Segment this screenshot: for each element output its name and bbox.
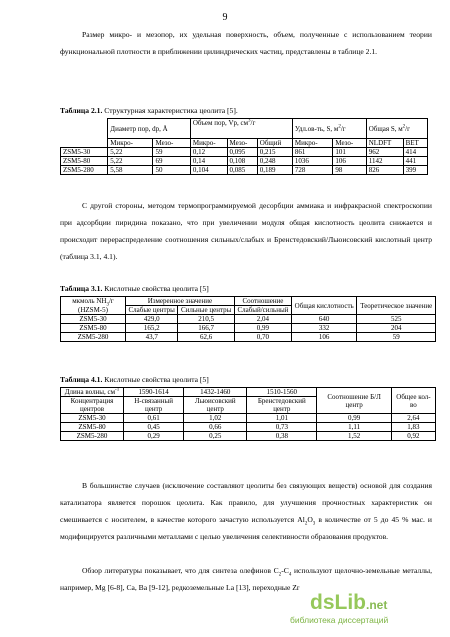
table3-cell: 1,11 xyxy=(317,423,392,432)
table3-cell: ZSM5-30 xyxy=(61,414,124,423)
table1-cell: 101 xyxy=(333,148,366,157)
table1-cell: 414 xyxy=(403,148,427,157)
table1-subheader: Мезо- xyxy=(227,139,257,148)
table2-cell: 43,7 xyxy=(126,333,178,342)
table1-cell: 0,095 xyxy=(227,148,257,157)
table2-cell: 204 xyxy=(357,324,436,333)
table1-cell: 50 xyxy=(153,166,190,175)
table3-header-concentration: Концентрация центров xyxy=(61,397,124,414)
table1-cell: ZSM5-80 xyxy=(61,157,108,166)
table-row xyxy=(61,148,428,157)
table1-subheader: NLDFT xyxy=(366,139,403,148)
table1-empty-cell xyxy=(61,139,108,148)
table1-cell: 5,22 xyxy=(108,157,153,166)
table-acidity xyxy=(60,296,436,342)
table2-caption-text: Кислотные свойства цеолита [5] xyxy=(104,284,209,293)
table1-subheader: BET xyxy=(403,139,427,148)
table3-header-wavelength: Длина волны, $см^{-1}$ xyxy=(61,388,124,397)
table1-caption xyxy=(60,106,238,115)
table2-header-strong: Сильные центры xyxy=(178,306,234,315)
table2-header-mmol: мкмоль $NH_3/г$ (HZSM-5) xyxy=(61,297,126,315)
table1-cell: 861 xyxy=(292,148,332,157)
table-row xyxy=(61,414,436,423)
paragraph-review: Обзор литературы показывает, что для синтеза олефинов $C_2-C_4$ используют щелочно-земельные металлы, например, Mg [6-8], Ca, Ba [9-12], редкоземельные La [13], переходные Zr xyxy=(60,566,432,592)
table2-cell: ZSM5-280 xyxy=(61,333,126,342)
table2-cell: 62,6 xyxy=(178,333,234,342)
table-row xyxy=(61,423,436,432)
table2-header-total: Общая кислотность xyxy=(291,297,356,315)
table1-cell: 399 xyxy=(403,166,427,175)
table1-cell: 106 xyxy=(333,157,366,166)
table1-cell: 1036 xyxy=(292,157,332,166)
table2-caption xyxy=(60,284,209,293)
table2-cell: 106 xyxy=(291,333,356,342)
table3-header-bronsted: Бренстедовский центр xyxy=(247,397,317,414)
table3-cell: 0,61 xyxy=(124,414,184,423)
table1-subheader: Мезо- xyxy=(333,139,366,148)
table1-cell: 0,085 xyxy=(227,166,257,175)
table1-subheader: Мезо- xyxy=(153,139,190,148)
table3-cell: 1,83 xyxy=(391,423,435,432)
table1-cell: 0,104 xyxy=(190,166,227,175)
table3-cell: 2,64 xyxy=(391,414,435,423)
table3-header-band3: 1510-1560 xyxy=(247,388,317,397)
table3-cell: ZSM5-280 xyxy=(61,432,124,441)
paragraph-catalyst: В большинстве случаев (исключение составляют цеолиты без связующих веществ) основой для создания катализатора является порошок цеолита. Как правило, для улучшения прочностных характеристик он смешивается с носителем, в качестве которого зачастую используется $Al_2O_3$ в количестве от 5 до 45 % мас. и модифицируется различными металлами с целью увеличения селективности образования продуктов. xyxy=(60,481,432,541)
table1-header-diameter: Диаметр пор, dp, Å xyxy=(108,119,191,139)
table1-cell: 826 xyxy=(366,166,403,175)
table1-cell: ZSM5-30 xyxy=(61,148,108,157)
table1-cell: 0,248 xyxy=(257,157,292,166)
table2-cell: 2,04 xyxy=(234,315,291,324)
table2-caption-number: Таблица 3.1. xyxy=(60,284,103,293)
table3-cell: 0,25 xyxy=(184,432,247,441)
table3-header-lewis: Льюисовский центр xyxy=(184,397,247,414)
table3-header-ratio: Соотношение Б/Л центр xyxy=(317,388,392,414)
table3-cell: 1,02 xyxy=(184,414,247,423)
table3-cell: ZSM5-80 xyxy=(61,423,124,432)
table2-header-weak-strong: Слабый/сильный xyxy=(234,306,291,315)
table-row xyxy=(61,315,436,324)
table1-cell: 0,189 xyxy=(257,166,292,175)
table1-cell: 59 xyxy=(153,148,190,157)
table-row xyxy=(61,157,428,166)
table1-cell: 98 xyxy=(333,166,366,175)
table3-caption-number: Таблица 4.1. xyxy=(60,375,103,384)
page-number: 9 xyxy=(222,12,228,23)
paragraph-intro-text: Размер микро- и мезопор, их удельная поверхность, объем, полученные с использованием теории функциональной плотности в приближении цилиндрических частиц, представлены в таблице 2.1. xyxy=(60,30,432,56)
table1-cell: 962 xyxy=(366,148,403,157)
table3-cell: 1,01 xyxy=(247,414,317,423)
table1-header-volume: Объем пор, Vp, $см^3/г$ xyxy=(190,119,292,139)
table1-header-total-area: Общая S, $м^2/г$ xyxy=(366,119,427,139)
table-row xyxy=(61,166,428,175)
table1-cell: ZSM5-280 xyxy=(61,166,108,175)
table1-empty-cell xyxy=(61,119,108,139)
table1-subheader: Микро- xyxy=(292,139,332,148)
table-acid-centers xyxy=(60,387,436,441)
table1-cell: 728 xyxy=(292,166,332,175)
table2-cell: 0,99 xyxy=(234,324,291,333)
table-row xyxy=(61,333,436,342)
watermark xyxy=(290,591,440,627)
watermark-logo: dsLib.net xyxy=(310,591,388,614)
watermark-caption: библиотека диссертаций xyxy=(290,615,389,625)
table2-cell: 165,2 xyxy=(126,324,178,333)
table2-cell: 525 xyxy=(357,315,436,324)
table1-cell: 1142 xyxy=(366,157,403,166)
table3-cell: 0,99 xyxy=(317,414,392,423)
table1-header-specific-area: Удл.ов-ть, S, $м^2/г$ xyxy=(292,119,366,139)
table3-cell: 0,73 xyxy=(247,423,317,432)
table3-header-h-bonded: Н-связанный центр xyxy=(124,397,184,414)
table1-cell: 69 xyxy=(153,157,190,166)
table2-header-measured: Измеренное значение xyxy=(126,297,235,306)
table2-cell: 640 xyxy=(291,315,356,324)
table2-cell: 0,70 xyxy=(234,333,291,342)
table1-cell: 0,215 xyxy=(257,148,292,157)
table3-caption-text: Кислотные свойства цеолита [5] xyxy=(104,375,209,384)
table3-cell: 0,45 xyxy=(124,423,184,432)
table2-cell: ZSM5-30 xyxy=(61,315,126,324)
table3-header-band1: 1590-1614 xyxy=(124,388,184,397)
table1-caption-text: Структурная характеристика цеолита [5]. xyxy=(104,106,238,115)
table2-header-ratio: Соотношение xyxy=(234,297,291,306)
table3-cell: 0,66 xyxy=(184,423,247,432)
table3-header-total: Общее кол-во xyxy=(391,388,435,414)
table2-cell: 166,7 xyxy=(178,324,234,333)
paragraph-intro xyxy=(60,26,432,60)
table1-cell: 0,12 xyxy=(190,148,227,157)
table-structure xyxy=(60,118,428,175)
table2-cell: 429,0 xyxy=(126,315,178,324)
table3-cell: 0,29 xyxy=(124,432,184,441)
table2-header-theoretical: Теоретическое значение xyxy=(357,297,436,315)
table1-cell: 441 xyxy=(403,157,427,166)
table3-header-band2: 1432-1460 xyxy=(184,388,247,397)
paragraph-review-text: Обзор литературы показывает, что для синтеза олефинов C xyxy=(82,566,279,575)
table-row xyxy=(61,324,436,333)
table1-subheader: Микро- xyxy=(190,139,227,148)
table1-caption-number: Таблица 2.1. xyxy=(60,106,103,115)
paragraph-acidity-text: С другой стороны, методом термопрограммируемой десорбции аммиака и инфракрасной спектроскопии при адсорбции пиридина показано, что при увеличении модуля общая кислотность цеолита снижается и происходит перераспределение соотношения сильных/слабых и Бренстедовский/Льюисовский кислотный центр (таблица 3.1, 4.1). xyxy=(60,201,432,261)
paragraph-catalyst-text: В большинстве случаев (исключение составляют цеолиты без связующих веществ) основой для создания катализатора является порошок цеолита. Как правило, для улучшения прочностных характеристик он смешивается с носителем, в качестве которого зачастую используется Al xyxy=(60,481,432,524)
paragraph-acidity xyxy=(60,197,432,265)
table1-cell: 0,108 xyxy=(227,157,257,166)
table3-cell: 1,52 xyxy=(317,432,392,441)
table2-cell: 210,5 xyxy=(178,315,234,324)
table2-cell: 332 xyxy=(291,324,356,333)
table1-cell: 0,14 xyxy=(190,157,227,166)
table2-cell: 59 xyxy=(357,333,436,342)
table2-cell: ZSM5-80 xyxy=(61,324,126,333)
table2-header-weak: Слабые центры xyxy=(126,306,178,315)
table3-cell: 0,38 xyxy=(247,432,317,441)
table-row xyxy=(61,432,436,441)
table3-caption xyxy=(60,375,209,384)
table1-subheader: Микро- xyxy=(108,139,153,148)
table1-cell: 5,22 xyxy=(108,148,153,157)
table3-cell: 0,92 xyxy=(391,432,435,441)
table1-cell: 5,58 xyxy=(108,166,153,175)
table1-subheader: Общий xyxy=(257,139,292,148)
